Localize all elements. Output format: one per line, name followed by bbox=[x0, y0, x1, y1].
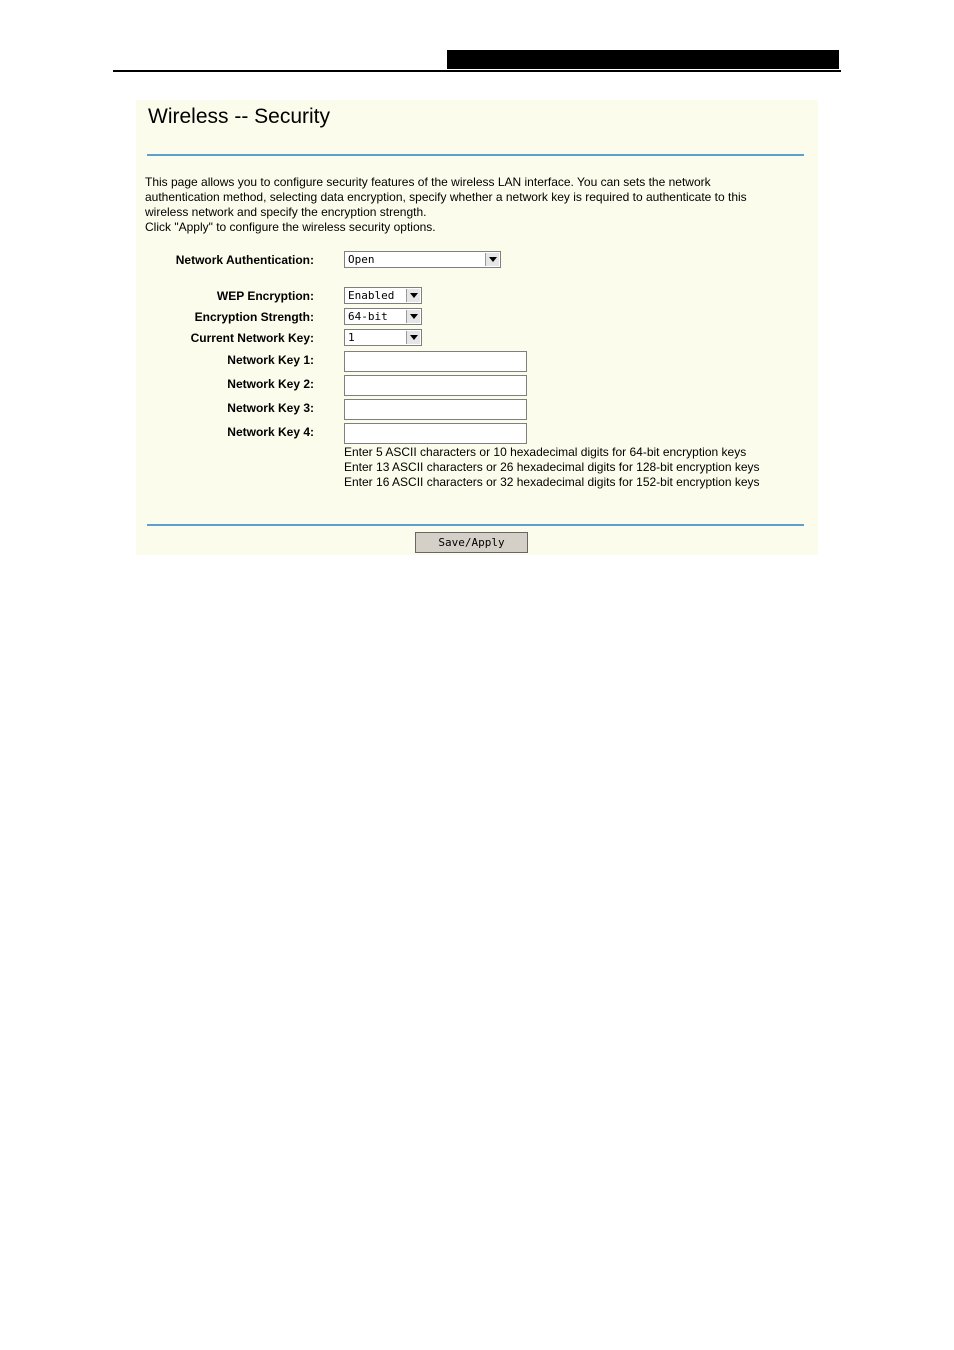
intro-paragraph: This page allows you to configure security features of the wireless LAN interface. You can sets the network authentication method, selecting data encryption, specify whether a network key is required to authenticate to this wireless network and specify the encryption strength. bbox=[145, 175, 747, 219]
network-key-4-input[interactable] bbox=[344, 423, 527, 444]
save-apply-button[interactable]: Save/Apply bbox=[415, 532, 528, 553]
network-auth-value: Open bbox=[348, 253, 375, 266]
network-auth-label: Network Authentication: bbox=[175, 253, 314, 267]
chevron-down-icon[interactable] bbox=[406, 331, 420, 344]
wep-encryption-value: Enabled bbox=[348, 289, 395, 302]
header-rule bbox=[113, 70, 841, 72]
wep-encryption-select[interactable] bbox=[344, 287, 422, 304]
chevron-down-icon[interactable] bbox=[485, 253, 499, 266]
network-key-3-input[interactable] bbox=[344, 399, 527, 420]
encryption-strength-value: 64-bit bbox=[348, 310, 388, 323]
network-key-3-label: Network Key 3: bbox=[227, 401, 314, 415]
apply-note: Click "Apply" to configure the wireless security options. bbox=[145, 220, 436, 234]
encryption-strength-label: Encryption Strength: bbox=[194, 310, 314, 324]
network-key-1-input[interactable] bbox=[344, 351, 527, 372]
key-format-hints bbox=[344, 445, 760, 490]
network-key-1-label: Network Key 1: bbox=[227, 353, 314, 367]
current-key-label: Current Network Key: bbox=[190, 331, 314, 345]
current-key-select[interactable] bbox=[344, 329, 422, 346]
top-divider bbox=[147, 154, 804, 156]
network-key-2-input[interactable] bbox=[344, 375, 527, 396]
security-panel bbox=[136, 100, 818, 555]
network-key-2-label: Network Key 2: bbox=[227, 377, 314, 391]
bottom-divider bbox=[147, 524, 804, 526]
chevron-down-icon[interactable] bbox=[406, 289, 420, 302]
hint-152-bit: Enter 16 ASCII characters or 32 hexadecimal digits for 152-bit encryption keys bbox=[344, 475, 760, 489]
network-key-4-label: Network Key 4: bbox=[227, 425, 314, 439]
encryption-strength-select[interactable] bbox=[344, 308, 422, 325]
intro-text bbox=[145, 175, 785, 235]
hint-128-bit: Enter 13 ASCII characters or 26 hexadecimal digits for 128-bit encryption keys bbox=[344, 460, 760, 474]
current-key-value: 1 bbox=[348, 331, 355, 344]
hint-64-bit: Enter 5 ASCII characters or 10 hexadecimal digits for 64-bit encryption keys bbox=[344, 445, 747, 459]
header-bar bbox=[447, 50, 839, 69]
network-auth-select[interactable] bbox=[344, 251, 501, 268]
page-title: Wireless -- Security bbox=[148, 105, 331, 128]
chevron-down-icon[interactable] bbox=[406, 310, 420, 323]
wep-encryption-label: WEP Encryption: bbox=[216, 289, 314, 303]
